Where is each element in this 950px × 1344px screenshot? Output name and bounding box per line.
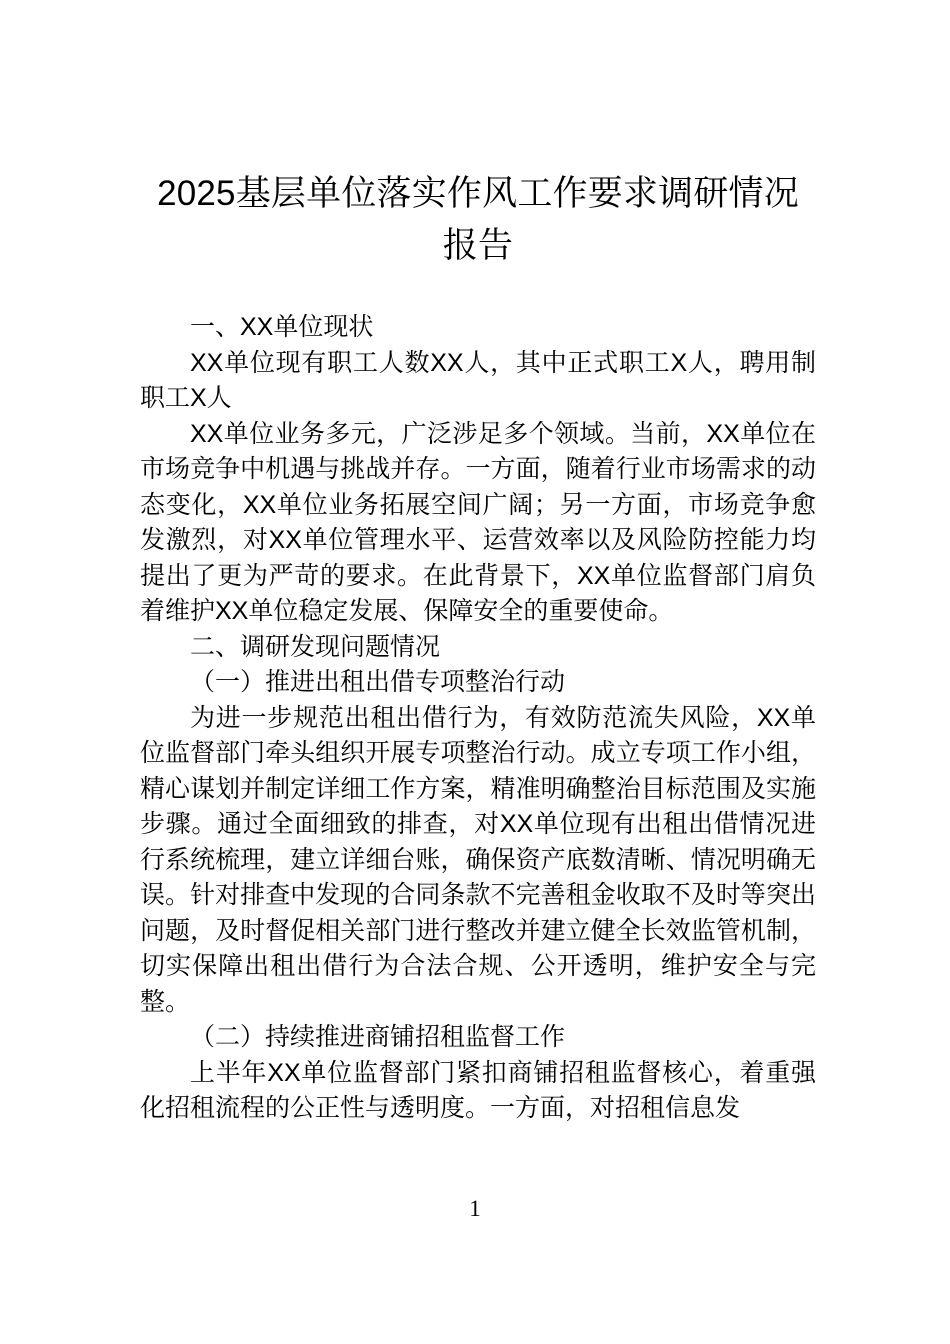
paragraph-staff-count: XX单位现有职工人数XX人，其中正式职工X人，聘用制职工X人 — [140, 348, 816, 412]
paragraph-shop-leasing-supervision: 上半年XX单位监督部门紧扣商铺招租监督核心，着重强化招租流程的公正性与透明度。一方面，对招租信息发 — [140, 1058, 816, 1122]
page-title: 2025基层单位落实作风工作要求调研情况报告 — [157, 174, 799, 265]
heading-subsection-one: （一）推进出租出借专项整治行动 — [190, 668, 566, 696]
heading-section-two: 二、调研发现问题情况 — [190, 632, 441, 661]
document-content — [140, 0, 816, 1127]
document-body — [140, 310, 816, 1127]
paragraph-business-overview: XX单位业务多元，广泛涉足多个领域。当前，XX单位在市场竞争中机遇与挑战并存。一方面，随着行业市场需求的动态变化，XX单位业务拓展空间广阔；另一方面，市场竞争愈发激烈，对XX单位管理水平、运营效率以及风险防控能力均提出了更为严苛的要求。在此背景下，XX单位监督部门肩负着维护XX单位稳定发展、保障安全的重要使命。 — [140, 419, 816, 625]
heading-section-one: 一、XX单位现状 — [190, 313, 374, 341]
page-number: 1 — [469, 1196, 481, 1221]
paragraph-rectification-action: 为进一步规范出租出借行为，有效防范流失风险，XX单位监督部门牵头组织开展专项整治行动。成立专项工作小组，精心谋划并制定详细工作方案，精准明确整治目标范围及实施步骤。通过全面细致的排查，对XX单位现有出租出借情况进行系统梳理，建立详细台账，确保资产底数清晰、情况明确无误。针对排查中发现的合同条款不完善租金收取不及时等突出问题，及时督促相关部门进行整改并建立健全长效监管机制，切实保障出租出借行为合法合规、公开透明，维护安全与完整。 — [140, 703, 816, 1016]
heading-subsection-two: （二）持续推进商铺招租监督工作 — [190, 1023, 566, 1051]
